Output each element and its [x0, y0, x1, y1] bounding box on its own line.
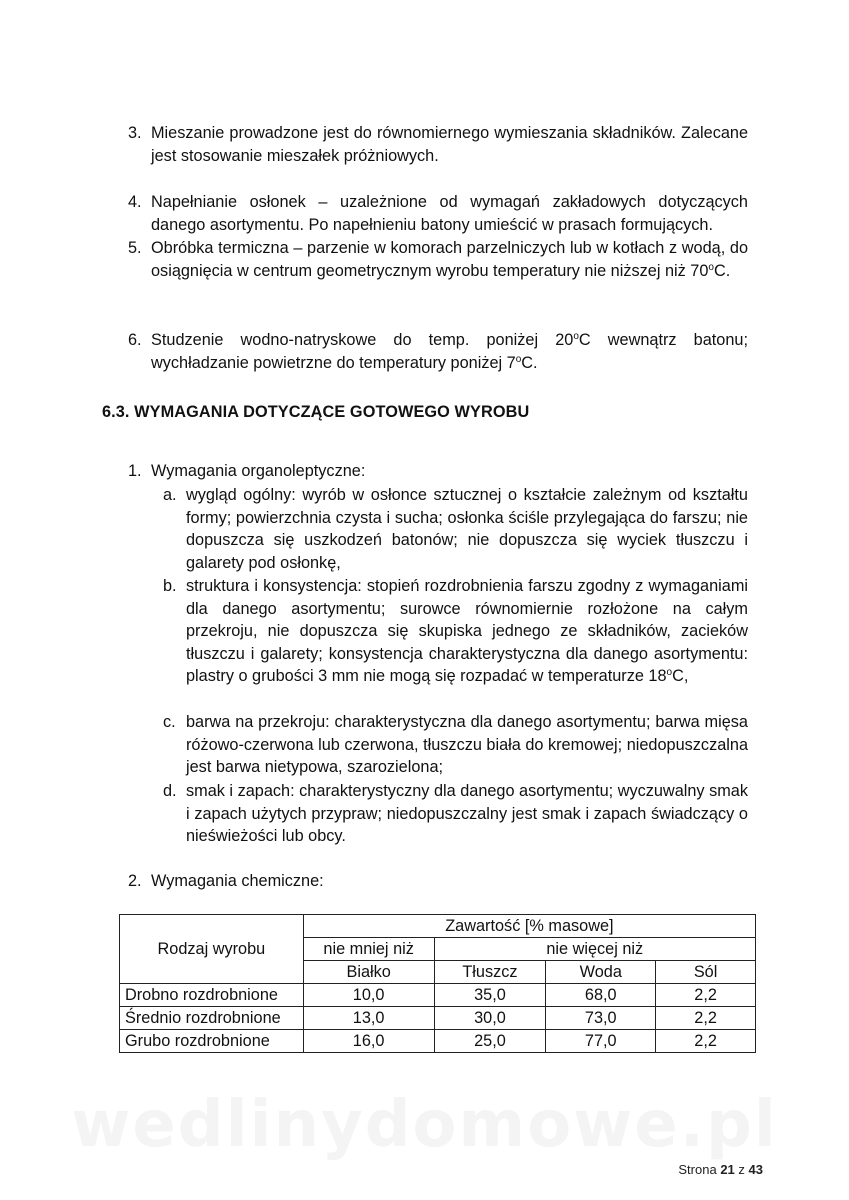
value-cell: 25,0: [434, 1030, 546, 1053]
subitem-a: [163, 484, 748, 574]
value-cell: 30,0: [434, 1007, 546, 1030]
subitem-d: [163, 780, 748, 848]
subitem-letter: d.: [163, 782, 177, 800]
column-header: Białko: [303, 961, 434, 984]
footer-separator: z: [738, 1162, 745, 1177]
step-5: [128, 237, 748, 283]
row-name-cell: Drobno rozdrobnione: [120, 984, 304, 1007]
step-number: 6.: [128, 331, 142, 349]
subitem-text: [186, 575, 748, 688]
chemical-requirements-table: [119, 914, 756, 1053]
table-row: [120, 1030, 756, 1053]
table-header-row: [120, 915, 756, 938]
step-text: [151, 237, 748, 283]
degree-sign: o: [515, 354, 522, 365]
requirement-chemical-title: [128, 870, 748, 893]
step-number: 3.: [128, 124, 142, 142]
requirement-number: 2.: [128, 872, 142, 890]
requirement-title: Wymagania chemiczne:: [151, 872, 324, 890]
degree-sign: o: [708, 262, 714, 273]
subitem-text: smak i zapach: charakterystyczny dla danego asortymentu; wyczuwalny smak i zapach użytych przypraw; niedopuszczalny jest smak i zapach świadczący o nieświeżości lub obcy.: [186, 782, 748, 845]
step-6: [128, 329, 748, 375]
max-header-cell: nie więcej niż: [434, 938, 755, 961]
value-cell: 2,2: [656, 1007, 756, 1030]
column-header: Tłuszcz: [434, 961, 546, 984]
step-3: [128, 122, 748, 168]
row-name-cell: Średnio rozdrobnione: [120, 1007, 304, 1030]
step-text-part: Obróbka termiczna – parzenie w komorach parzelniczych lub w kotłach z wodą, do osiągnięcia w centrum geometrycznym wyrobu temperatury nie niższej niż 70: [151, 239, 748, 280]
total-pages-number: 43: [748, 1162, 763, 1177]
value-cell: 73,0: [546, 1007, 656, 1030]
subitem-letter: b.: [163, 577, 177, 595]
value-cell: 35,0: [434, 984, 546, 1007]
degree-sign: o: [666, 667, 673, 678]
min-header-cell: nie mniej niż: [303, 938, 434, 961]
watermark: wedlinydomowe.pl: [71, 1088, 778, 1162]
subitem-letter: c.: [163, 713, 176, 731]
requirement-title: Wymagania organoleptyczne:: [151, 462, 366, 480]
subitem-c: [163, 711, 748, 779]
subitem-text: wygląd ogólny: wyrób w osłonce sztucznej o kształcie zależnym od kształtu formy; powierzchnia czysta i sucha; osłonka ściśle przylegająca do farszu; nie dopuszcza się uszkodzeń batonów; nie dopuszcza się wyciek tłuszczu i galarety pod osłonkę,: [186, 486, 748, 572]
step-text: Mieszanie prowadzone jest do równomiernego wymieszania składników. Zalecane jest stosowanie mieszałek próżniowych.: [151, 124, 748, 165]
table-row: [120, 1007, 756, 1030]
page-footer: [678, 1162, 763, 1177]
value-cell: 16,0: [303, 1030, 434, 1053]
step-number: 5.: [128, 239, 142, 257]
step-text-part: C.: [521, 354, 538, 372]
column-header: Woda: [546, 961, 656, 984]
row-header-cell: Rodzaj wyrobu: [120, 915, 304, 984]
subitem-text-part: C,: [672, 667, 689, 685]
section-heading: 6.3. WYMAGANIA DOTYCZĄCE GOTOWEGO WYROBU: [102, 403, 530, 421]
value-cell: 10,0: [303, 984, 434, 1007]
value-cell: 77,0: [546, 1030, 656, 1053]
footer-label: Strona: [678, 1162, 717, 1177]
table-row: [120, 984, 756, 1007]
requirement-organoleptic-title: [128, 460, 748, 483]
row-name-cell: Grubo rozdrobnione: [120, 1030, 304, 1053]
column-header: Sól: [656, 961, 756, 984]
value-cell: 13,0: [303, 1007, 434, 1030]
subitem-letter: a.: [163, 486, 177, 504]
requirement-number: 1.: [128, 462, 142, 480]
step-text: [151, 329, 748, 375]
step-text-part: Studzenie wodno-natryskowe do temp. poniżej 20: [151, 331, 574, 349]
subitem-text-part: struktura i konsystencja: stopień rozdrobnienia farszu zgodny z wymaganiami dla danego asortymentu; surowce równomiernie rozłożone na całym przekroju, nie dopuszcza się skupiska jednego ze składników, zacieków tłuszczu i galarety; konsystencja charakterystyczna dla danego asortymentu: plastry o grubości 3 mm nie mogą się rozpadać w temperaturze 18: [186, 577, 748, 685]
step-text-part: C wewnątrz batonu; wychładzanie powietrzne do temperatury poniżej 7: [151, 331, 748, 372]
step-4: [128, 191, 748, 237]
degree-sign: o: [573, 331, 579, 342]
step-number: 4.: [128, 193, 142, 211]
subitem-text: barwa na przekroju: charakterystyczna dla danego asortymentu; barwa mięsa różowo-czerwona lub czerwona, tłuszczu biała do kremowej; niedopuszczalna jest barwa nietypowa, szarozielona;: [186, 713, 748, 776]
step-text-part: C.: [713, 262, 731, 280]
step-text: Napełnianie osłonek – uzależnione od wymagań zakładowych dotyczących danego asortymentu. Po napełnieniu batony umieścić w prasach formujących.: [151, 193, 748, 234]
group-header-cell: Zawartość [% masowe]: [303, 915, 755, 938]
value-cell: 68,0: [546, 984, 656, 1007]
value-cell: 2,2: [656, 984, 756, 1007]
current-page-number: 21: [720, 1162, 735, 1177]
subitem-b: [163, 575, 748, 688]
value-cell: 2,2: [656, 1030, 756, 1053]
